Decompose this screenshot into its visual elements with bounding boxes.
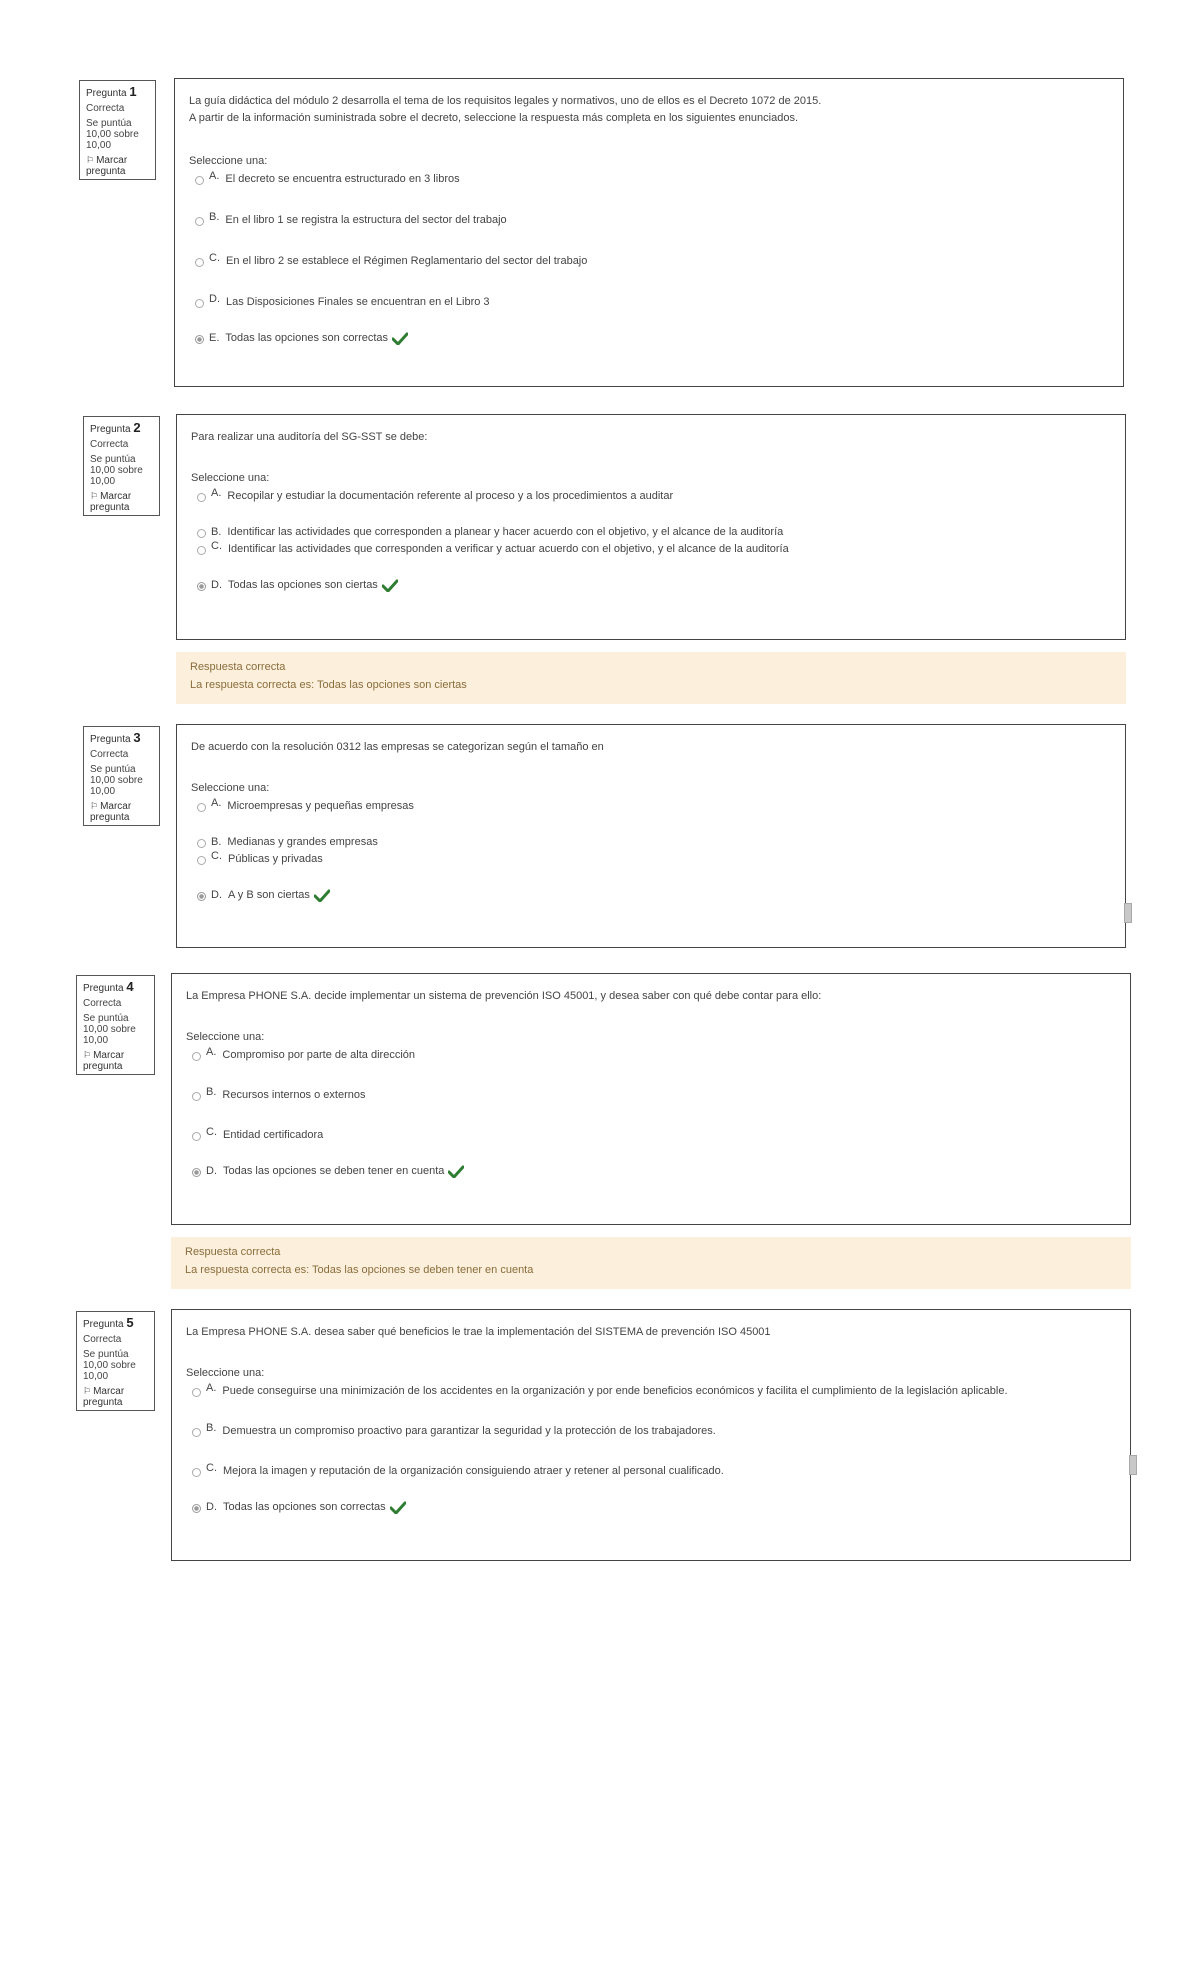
question-2-info <box>83 416 160 516</box>
question-5-info <box>76 1311 155 1411</box>
radio-button[interactable] <box>192 1428 201 1437</box>
question-2-content <box>176 414 1126 640</box>
flag-question-button[interactable]: ⚐ Marcar pregunta <box>83 1386 125 1409</box>
answer-option-b[interactable]: B. Medianas y grandes empresas <box>197 836 1111 848</box>
question-state: Correcta <box>83 998 122 1010</box>
answer-option-d[interactable]: D. Todas las opciones se deben tener en cuenta <box>192 1165 1116 1178</box>
answer-prompt: Seleccione una: <box>186 1031 265 1044</box>
answer-option-a[interactable]: A. Microempresas y pequeñas empresas <box>197 800 1111 812</box>
answer-prompt: Seleccione una: <box>191 472 270 485</box>
correct-check-icon <box>382 579 398 592</box>
radio-button[interactable] <box>197 803 206 812</box>
radio-button-selected[interactable] <box>197 892 206 901</box>
question-text: Para realizar una auditoría del SG-SST se debe: <box>191 431 428 443</box>
answer-option-a[interactable]: A. Recopilar y estudiar la documentación referente al proceso y a los procedimientos a auditar <box>197 490 1111 502</box>
answer-prompt: Seleccione una: <box>186 1367 265 1380</box>
flag-question-button[interactable]: ⚐ Marcar pregunta <box>90 491 132 514</box>
answer-option-d[interactable]: D. Todas las opciones son correctas <box>192 1501 1116 1514</box>
question-grade: Se puntúa 10,00 sobre 10,00 <box>83 1013 136 1047</box>
radio-button-selected[interactable] <box>192 1168 201 1177</box>
question-state: Correcta <box>90 749 129 761</box>
radio-button[interactable] <box>192 1092 201 1101</box>
question-grade: Se puntúa 10,00 sobre 10,00 <box>86 118 139 152</box>
answer-option-c[interactable]: C. Mejora la imagen y reputación de la organización consiguiendo atraer y retener al personal cualificado. <box>192 1465 1116 1477</box>
scrollbar-handle[interactable] <box>1129 1455 1137 1475</box>
answer-option-d[interactable]: D. Las Disposiciones Finales se encuentran en el Libro 3 <box>195 296 1109 308</box>
radio-button[interactable] <box>197 529 206 538</box>
flag-question-button[interactable]: ⚐ Marcar pregunta <box>86 155 128 178</box>
question-grade: Se puntúa 10,00 sobre 10,00 <box>90 454 143 488</box>
question-text: La Empresa PHONE S.A. desea saber qué beneficios le trae la implementación del SISTEMA de prevención ISO 45001 <box>186 1326 771 1338</box>
radio-button[interactable] <box>192 1132 201 1141</box>
radio-button[interactable] <box>197 839 206 848</box>
radio-button-selected[interactable] <box>197 582 206 591</box>
answer-option-d[interactable]: D. A y B son ciertas <box>197 889 1111 902</box>
question-number: Pregunta 2 <box>90 420 141 435</box>
question-number: Pregunta 3 <box>90 730 141 745</box>
question-4-content <box>171 973 1131 1225</box>
radio-button[interactable] <box>195 217 204 226</box>
flag-icon: ⚐ <box>86 155 95 166</box>
radio-button[interactable] <box>197 493 206 502</box>
radio-button[interactable] <box>195 299 204 308</box>
answer-option-c[interactable]: C. Públicas y privadas <box>197 853 1111 865</box>
flag-icon: ⚐ <box>90 491 99 502</box>
flag-icon: ⚐ <box>83 1050 92 1061</box>
feedback-title: Respuesta correcta <box>185 1246 281 1258</box>
question-state: Correcta <box>86 103 125 115</box>
answer-option-b[interactable]: B. Recursos internos o externos <box>192 1089 1116 1101</box>
radio-button-selected[interactable] <box>195 335 204 344</box>
answer-option-c[interactable]: C. Identificar las actividades que corresponden a verificar y actuar acuerdo con el objetivo, y el alcance de la auditoría <box>197 543 1111 555</box>
correct-check-icon <box>448 1165 464 1178</box>
question-text: De acuerdo con la resolución 0312 las empresas se categorizan según el tamaño en <box>191 741 604 753</box>
question-1-content <box>174 78 1124 387</box>
question-1-info <box>79 80 156 180</box>
question-number: Pregunta 5 <box>83 1315 134 1330</box>
question-4-info <box>76 975 155 1075</box>
flag-question-button[interactable]: ⚐ Marcar pregunta <box>90 801 132 824</box>
question-text: La guía didáctica del módulo 2 desarrolla el tema de los requisitos legales y normativos, uno de ellos es el Decreto 1072 de 2015. A partir de la información suministrada sobre el decreto, seleccione la respuesta más completa en los siguientes enunciados. <box>189 95 822 125</box>
radio-button[interactable] <box>192 1468 201 1477</box>
answer-option-d[interactable]: D. Todas las opciones son ciertas <box>197 579 1111 592</box>
radio-button[interactable] <box>195 258 204 267</box>
flag-question-button[interactable]: ⚐ Marcar pregunta <box>83 1050 125 1073</box>
question-grade: Se puntúa 10,00 sobre 10,00 <box>83 1349 136 1383</box>
correct-check-icon <box>390 1501 406 1514</box>
feedback-text: La respuesta correcta es: Todas las opciones se deben tener en cuenta <box>185 1264 534 1277</box>
answer-option-e[interactable]: E. Todas las opciones son correctas <box>195 332 1109 345</box>
correct-check-icon <box>392 332 408 345</box>
question-5-content <box>171 1309 1131 1561</box>
question-number: Pregunta 4 <box>83 979 134 994</box>
answer-option-a[interactable]: A. Compromiso por parte de alta dirección <box>192 1049 1116 1061</box>
answer-option-a[interactable]: A. Puede conseguirse una minimización de los accidentes en la organización y por ende beneficios económicos y facilita el cumplimiento de la legislación aplicable. <box>192 1385 1116 1397</box>
question-number: Pregunta 1 <box>86 84 137 99</box>
question-3-info <box>83 726 160 826</box>
question-state: Correcta <box>90 439 129 451</box>
answer-prompt: Seleccione una: <box>189 155 268 168</box>
answer-option-a[interactable]: A. El decreto se encuentra estructurado en 3 libros <box>195 173 1109 185</box>
radio-button[interactable] <box>192 1052 201 1061</box>
feedback-text: La respuesta correcta es: Todas las opciones son ciertas <box>190 679 467 692</box>
feedback-title: Respuesta correcta <box>190 661 286 673</box>
question-text: La Empresa PHONE S.A. decide implementar un sistema de prevención ISO 45001, y desea saber con qué debe contar para ello: <box>186 990 822 1002</box>
flag-icon: ⚐ <box>83 1386 92 1397</box>
answer-option-c[interactable]: C. En el libro 2 se establece el Régimen Reglamentario del sector del trabajo <box>195 255 1109 267</box>
feedback-panel <box>171 1237 1131 1289</box>
answer-option-b[interactable]: B. Identificar las actividades que corresponden a planear y hacer acuerdo con el objetivo, y el alcance de la auditoría <box>197 526 1111 538</box>
answer-option-b[interactable]: B. En el libro 1 se registra la estructura del sector del trabajo <box>195 214 1109 226</box>
radio-button-selected[interactable] <box>192 1504 201 1513</box>
question-state: Correcta <box>83 1334 122 1346</box>
scrollbar-handle[interactable] <box>1124 903 1132 923</box>
radio-button[interactable] <box>197 546 206 555</box>
feedback-panel <box>176 652 1126 704</box>
radio-button[interactable] <box>195 176 204 185</box>
answer-option-c[interactable]: C. Entidad certificadora <box>192 1129 1116 1141</box>
correct-check-icon <box>314 889 330 902</box>
question-3-content <box>176 724 1126 948</box>
radio-button[interactable] <box>192 1388 201 1397</box>
radio-button[interactable] <box>197 856 206 865</box>
answer-option-b[interactable]: B. Demuestra un compromiso proactivo para garantizar la seguridad y la protección de los trabajadores. <box>192 1425 1116 1437</box>
answer-prompt: Seleccione una: <box>191 782 270 795</box>
flag-icon: ⚐ <box>90 801 99 812</box>
question-grade: Se puntúa 10,00 sobre 10,00 <box>90 764 143 798</box>
